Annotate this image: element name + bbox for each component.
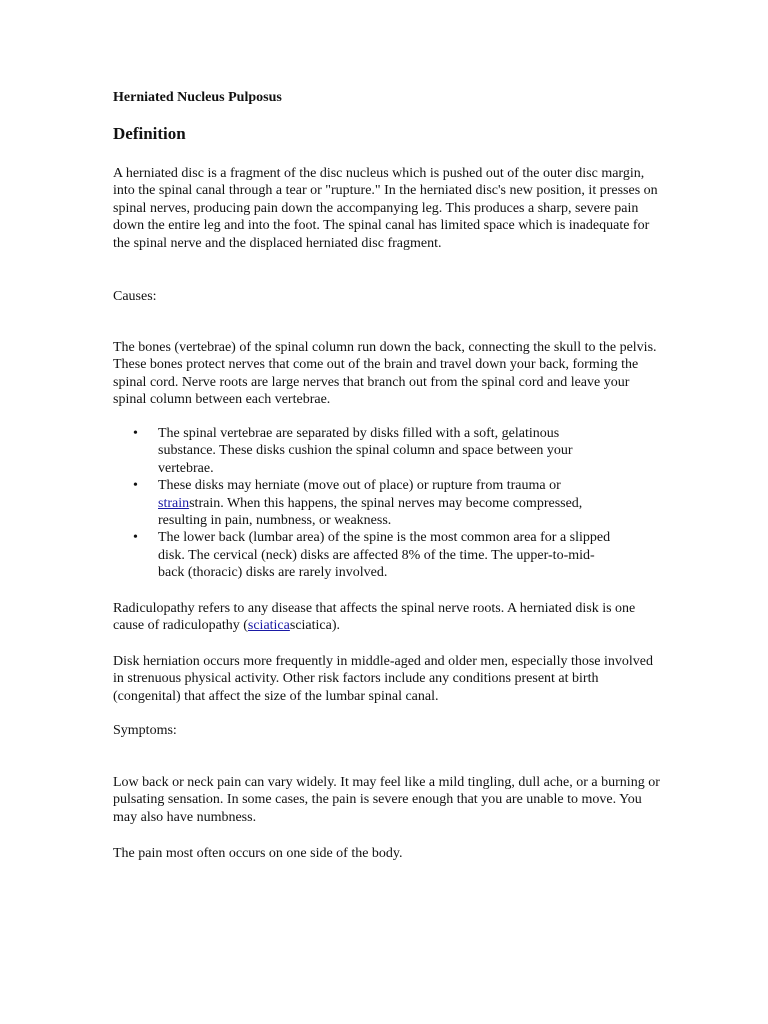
radiculopathy-text-after-link: sciatica). bbox=[289, 618, 341, 634]
radiculopathy-paragraph bbox=[113, 600, 661, 635]
pain-side-paragraph: The pain most often occurs on one side of the body. bbox=[113, 846, 403, 861]
sciatica-link[interactable]: sciatica bbox=[247, 618, 290, 634]
causes-label: Causes: bbox=[113, 289, 157, 304]
bullet-marker: • bbox=[133, 530, 138, 546]
list-item bbox=[113, 477, 661, 529]
bullet-marker: • bbox=[133, 426, 138, 441]
strain-link[interactable]: strain bbox=[158, 495, 190, 511]
bullet-marker: • bbox=[133, 478, 138, 494]
radiculopathy-text-before-link: Radiculopathy refers to any disease that affects the spinal nerve roots. A herniated disk is one cause of radiculopathy ( bbox=[113, 601, 636, 634]
symptoms-label: Symptoms: bbox=[113, 723, 177, 738]
symptoms-paragraph: Low back or neck pain can vary widely. It may feel like a mild tingling, dull ache, or a burning or pulsating sensation. In some cases, the pain is severe enough that you are unable to move. You may also have numbness. bbox=[113, 775, 660, 825]
herniation-paragraph: Disk herniation occurs more frequently in middle-aged and older men, especially those involved in strenuous physical activity. Other risk factors include any conditions present at birth (congenital) that affect the size of the lumbar spinal canal. bbox=[113, 654, 654, 704]
causes-bullet-list bbox=[113, 425, 661, 582]
bullet-text-before-link: These disks may herniate (move out of place) or rupture from trauma or bbox=[158, 478, 561, 494]
definition-paragraph: A herniated disc is a fragment of the disc nucleus which is pushed out of the outer disc margin, into the spinal canal through a tear or "rupture." In the herniated disc's new position, it presses on spinal nerves, producing pain down the accompanying leg. This produces a sharp, severe pain down the entire leg and into the foot. The spinal canal has limited space which is inadequate for the spinal nerve and the displaced herniated disc fragment. bbox=[113, 166, 658, 251]
causes-paragraph: The bones (vertebrae) of the spinal column run down the back, connecting the skull to the pelvis. These bones protect nerves that come out of the brain and travel down your back, forming the spinal cord. Nerve roots are large nerves that branch out from the spinal cord and leave your spinal column between each vertebrae. bbox=[113, 340, 657, 408]
bullet-text: The spinal vertebrae are separated by disks filled with a soft, gelatinous substance. These disks cushion the spinal column and space between your vertebrae. bbox=[158, 426, 573, 476]
list-item bbox=[113, 425, 661, 477]
bullet-text: The lower back (lumbar area) of the spine is the most common area for a slipped disk. The cervical (neck) disks are affected 8% of the time. The upper-to-mid-back (thoracic) disks are rarely involved. bbox=[158, 530, 611, 581]
bullet-text-after-link: strain. When this happens, the spinal nerves may become compressed, resulting in pain, numbness, or weakness. bbox=[158, 495, 583, 529]
list-item bbox=[113, 529, 661, 581]
definition-heading: Definition bbox=[113, 124, 186, 143]
document-title: Herniated Nucleus Pulposus bbox=[113, 90, 282, 105]
